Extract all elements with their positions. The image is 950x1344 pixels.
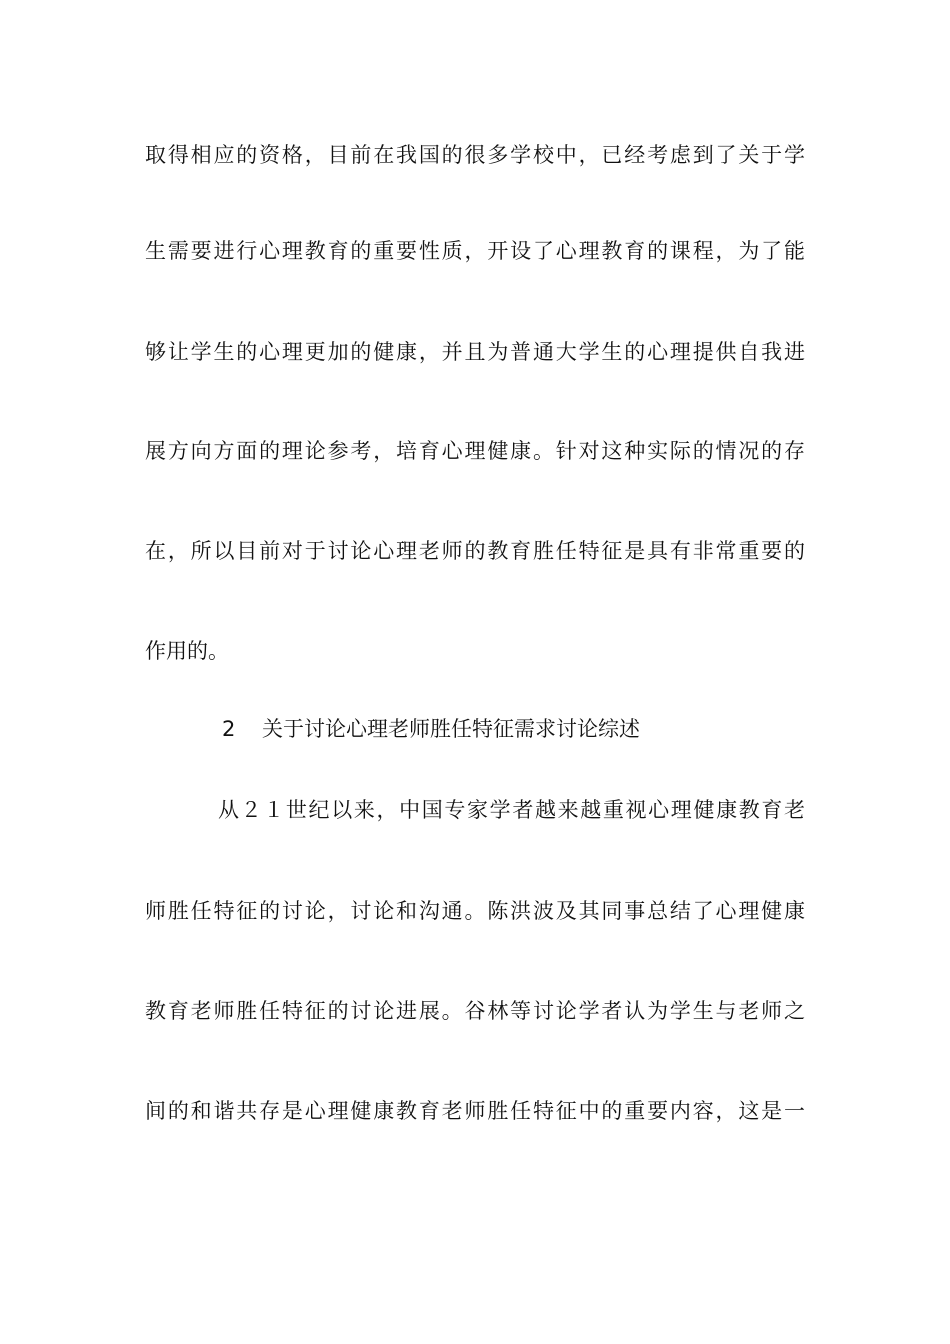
paragraph-line: 生需要进行心理教育的重要性质，开设了心理教育的课程，为了能 <box>145 239 805 263</box>
paragraph-line: 展方向方面的理论参考，培育心理健康。针对这种实际的情况的存 <box>145 439 805 463</box>
section-title: 关于讨论心理老师胜任特征需求讨论综述 <box>262 717 640 741</box>
paragraph-line: 作用的。 <box>145 639 229 663</box>
paragraph-line: 间的和谐共存是心理健康教育老师胜任特征中的重要内容，这是一 <box>145 1099 805 1123</box>
paragraph-line-indented: 从２１世纪以来，中国专家学者越来越重视心理健康教育老 <box>218 798 805 822</box>
section-heading <box>222 714 640 744</box>
paragraph-line: 够让学生的心理更加的健康，并且为普通大学生的心理提供自我进 <box>145 340 805 364</box>
section-number: 2 <box>222 717 236 741</box>
paragraph-line: 取得相应的资格，目前在我国的很多学校中，已经考虑到了关于学 <box>145 143 805 167</box>
paragraph-line: 在，所以目前对于讨论心理老师的教育胜任特征是具有非常重要的 <box>145 539 805 563</box>
paragraph-line: 教育老师胜任特征的讨论进展。谷林等讨论学者认为学生与老师之 <box>145 999 805 1023</box>
paragraph-line: 师胜任特征的讨论，讨论和沟通。陈洪波及其同事总结了心理健康 <box>145 899 805 923</box>
